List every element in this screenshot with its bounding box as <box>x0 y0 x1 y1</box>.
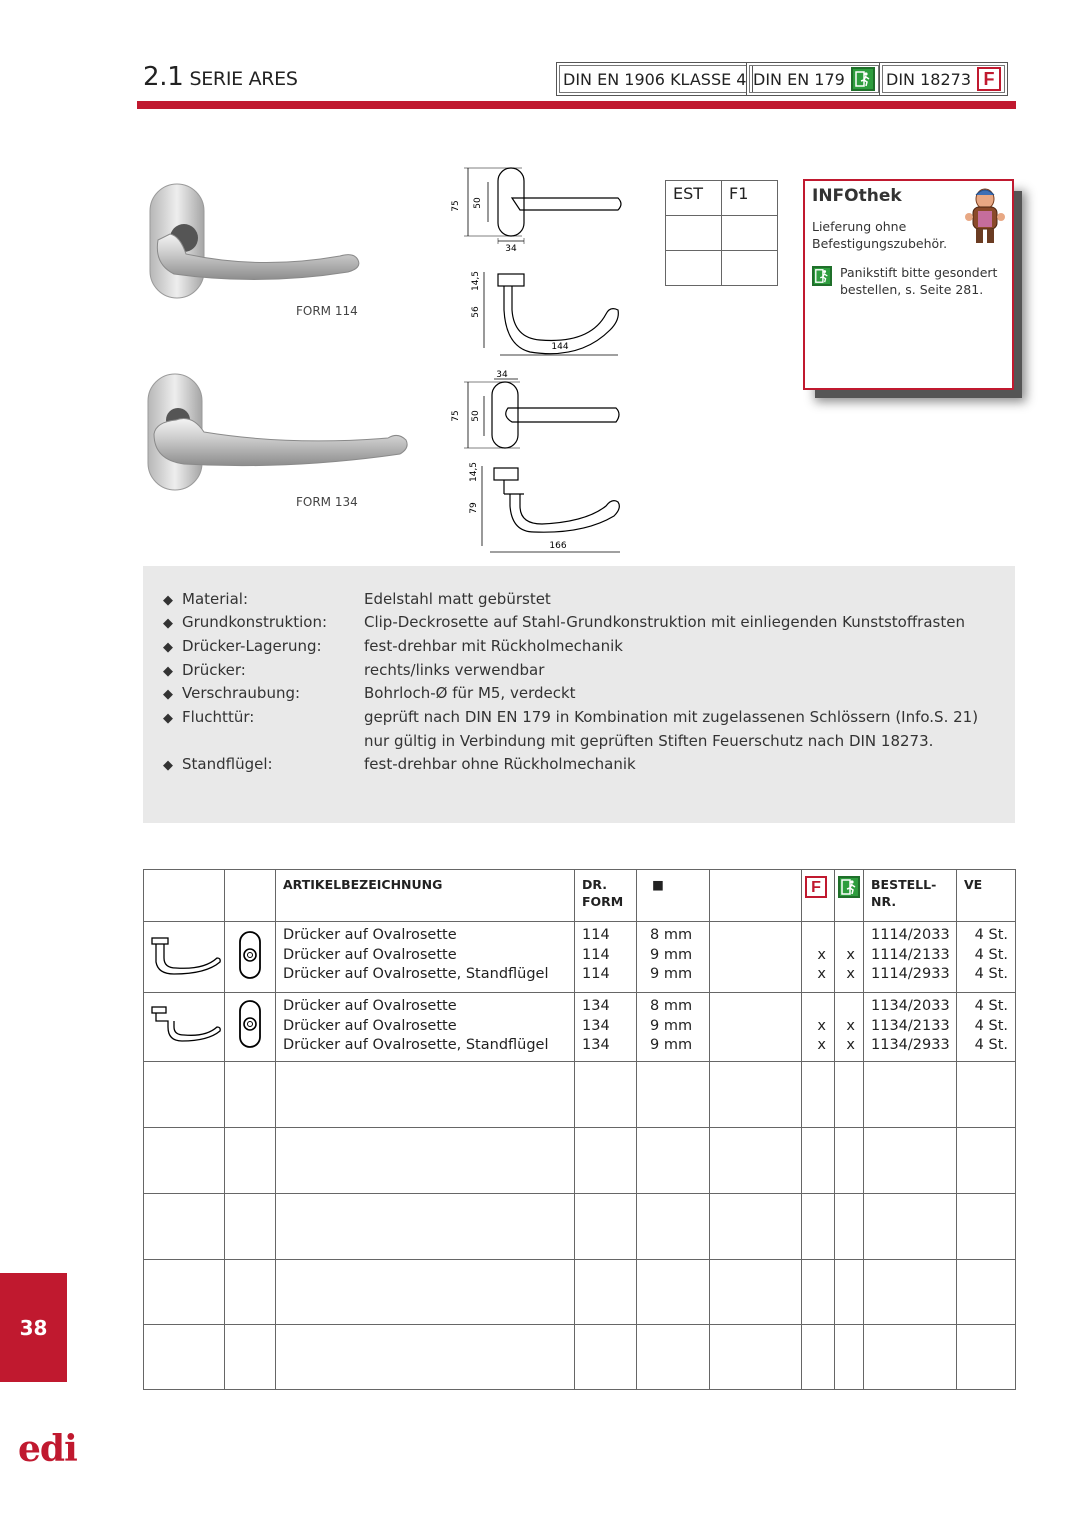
header-fire <box>802 870 835 922</box>
article-square: 8 mm <box>650 927 693 943</box>
norm-badge-label: DIN 18273 <box>886 69 971 89</box>
article-square: 9 mm <box>650 966 693 982</box>
norm-badge-en179 <box>746 62 882 96</box>
article-name: Drücker auf Ovalrosette, Standflügel <box>283 966 549 982</box>
infothek-text: Lieferung ohne Befestigungszubehör. <box>812 219 948 251</box>
form-label: FORM 134 <box>296 495 358 509</box>
infothek-box <box>803 179 1014 390</box>
square-icon: ■ <box>652 877 664 892</box>
spec-value: Clip-Deckrosette auf Stahl-Grundkonstruktion mit einliegenden Kunststoffrasten <box>364 613 965 631</box>
article-form: 134 <box>582 1037 610 1053</box>
technical-drawing-form-134 <box>450 368 640 558</box>
header-empty <box>710 870 802 922</box>
article-square: 9 mm <box>650 1037 693 1053</box>
bullet-icon: ◆ <box>163 711 173 726</box>
section-title: SERIE ARES <box>189 68 298 90</box>
dim-width: 34 <box>496 370 508 380</box>
empty-table-row <box>144 1128 1016 1194</box>
rose-sketch-cell <box>225 993 276 1062</box>
article-fire <box>802 922 835 993</box>
oval-rose-icon <box>238 999 262 1049</box>
dim-rose: 14,5 <box>471 270 481 292</box>
bullet-icon: ◆ <box>163 616 173 631</box>
header-rose <box>225 870 276 922</box>
norm-badge-en1906 <box>556 62 753 96</box>
header-image <box>144 870 225 922</box>
infothek-title: INFOthek <box>812 186 902 206</box>
oval-rose-icon <box>238 930 262 980</box>
spec-row <box>143 661 1015 683</box>
norm-badge-din18273 <box>879 62 1008 96</box>
article-names <box>276 922 575 993</box>
article-exit <box>835 993 864 1062</box>
article-fire <box>802 993 835 1062</box>
order-number: 1134/2033 <box>871 998 950 1014</box>
section-number: 2.1 <box>143 62 184 92</box>
spec-row <box>143 708 1015 730</box>
spec-row <box>143 684 1015 706</box>
article-orders <box>864 993 957 1062</box>
spec-value: geprüft nach DIN EN 179 in Kombination mit zugelassenen Schlössern (Info.S. 21) <box>364 708 979 726</box>
empty-table-row <box>144 1062 1016 1128</box>
article-form: 114 <box>582 927 610 943</box>
article-square: 8 mm <box>650 998 693 1014</box>
page-number: 38 <box>0 1273 67 1382</box>
handle-photo-form-134 <box>140 370 420 495</box>
exit-mark <box>842 926 855 946</box>
header-order <box>864 870 957 922</box>
spec-value: Edelstahl matt gebürstet <box>364 590 551 608</box>
spec-key: Verschraubung: <box>182 684 301 702</box>
exit-mark: x <box>846 946 855 963</box>
mascot-icon <box>964 187 1006 245</box>
article-square: 9 mm <box>650 946 693 963</box>
dim-width: 34 <box>505 244 517 254</box>
article-name: Drücker auf Ovalrosette, Standflügel <box>283 1037 549 1053</box>
fire-mark: x <box>817 1037 826 1053</box>
spec-row <box>143 637 1015 659</box>
est-cell <box>666 216 722 251</box>
spec-key: Material: <box>182 590 248 608</box>
handle-sketch-cell <box>144 993 225 1062</box>
fire-mark: x <box>817 1017 826 1034</box>
ve-value: 4 St. <box>974 998 1008 1014</box>
fire-protection-icon: F <box>805 876 827 898</box>
article-names <box>276 993 575 1062</box>
bullet-icon: ◆ <box>163 758 173 773</box>
dim-rose: 14,5 <box>469 461 479 483</box>
emergency-exit-icon <box>851 67 875 91</box>
article-form: 114 <box>582 946 610 963</box>
order-number: 1114/2933 <box>871 966 950 982</box>
fire-mark <box>809 997 826 1017</box>
table-header-row <box>144 870 1016 922</box>
est-cell <box>666 251 722 286</box>
dim-height-outer: 75 <box>451 200 461 212</box>
header-name-label: ARTIKELBEZEICHNUNG <box>283 877 443 892</box>
spec-row <box>143 755 1015 777</box>
spec-value: rechts/links verwendbar <box>364 661 545 679</box>
ve-value: 4 St. <box>974 927 1008 943</box>
spec-row <box>143 613 1015 635</box>
header-name <box>276 870 575 922</box>
ve-value: 4 St. <box>974 966 1008 982</box>
spec-row <box>143 732 1015 754</box>
infothek-note-row <box>812 264 1005 298</box>
spec-key: Grundkonstruktion: <box>182 613 328 631</box>
header-order-line1: BESTELL- <box>871 877 937 892</box>
est-f1-table <box>665 180 778 286</box>
brand-logo: edi <box>18 1428 77 1470</box>
exit-mark: x <box>846 1017 855 1034</box>
header-order-line2: NR. <box>871 894 897 909</box>
article-name: Drücker auf Ovalrosette <box>283 946 457 963</box>
handle-photo-form-114 <box>140 178 370 303</box>
dim-length: 144 <box>551 342 569 352</box>
bullet-icon: ◆ <box>163 664 173 679</box>
fire-mark <box>809 926 826 946</box>
handle-sketch-cell <box>144 922 225 993</box>
f1-cell <box>722 251 778 286</box>
article-name: Drücker auf Ovalrosette <box>283 998 457 1014</box>
empty-table-row <box>144 1194 1016 1260</box>
spec-value: Bohrloch-Ø für M5, verdeckt <box>364 684 576 702</box>
est-header: EST <box>666 181 722 216</box>
emergency-exit-icon <box>812 266 832 286</box>
header-ve-label: VE <box>964 877 983 892</box>
bullet-icon: ◆ <box>163 640 173 655</box>
article-ve <box>957 922 1016 993</box>
norm-badge-label: DIN EN 1906 KLASSE 4 <box>563 69 747 89</box>
spec-key: Drücker: <box>182 661 246 679</box>
dim-length: 166 <box>549 541 567 551</box>
article-form: 134 <box>582 998 610 1014</box>
header-ve <box>957 870 1016 922</box>
article-forms <box>575 993 637 1062</box>
table-row <box>144 922 1016 993</box>
spec-value: fest-drehbar ohne Rückholmechanik <box>364 755 636 773</box>
header-form <box>575 870 637 922</box>
emergency-exit-icon <box>838 876 860 898</box>
bullet-icon: ◆ <box>163 687 173 702</box>
exit-mark: x <box>846 966 855 982</box>
dim-height: 56 <box>471 306 481 318</box>
spec-value: fest-drehbar mit Rückholmechanik <box>364 637 623 655</box>
exit-mark: x <box>846 1037 855 1053</box>
order-number: 1114/2133 <box>871 946 950 963</box>
article-name: Drücker auf Ovalrosette <box>283 927 457 943</box>
dim-height-inner: 50 <box>473 197 483 209</box>
article-orders <box>864 922 957 993</box>
f1-cell <box>722 216 778 251</box>
spec-key: Fluchttür: <box>182 708 255 726</box>
header-form-line2: FORM <box>582 894 624 909</box>
dim-height-outer: 75 <box>451 410 461 422</box>
empty-table-row <box>144 1260 1016 1325</box>
article-square: 9 mm <box>650 1017 693 1034</box>
order-number: 1134/2933 <box>871 1037 950 1053</box>
article-name: Drücker auf Ovalrosette <box>283 1017 457 1034</box>
technical-drawing-form-114 <box>450 160 630 365</box>
f1-header: F1 <box>722 181 778 216</box>
article-squares <box>637 993 710 1062</box>
ve-value: 4 St. <box>974 946 1008 963</box>
rose-sketch-cell <box>225 922 276 993</box>
article-form: 114 <box>582 966 610 982</box>
exit-mark <box>842 997 855 1017</box>
dim-height: 79 <box>469 502 479 514</box>
handle-sketch-icon <box>146 999 222 1051</box>
fire-mark: x <box>817 946 826 963</box>
spec-key: Standflügel: <box>182 755 273 773</box>
spec-key: Drücker-Lagerung: <box>182 637 322 655</box>
article-ve <box>957 993 1016 1062</box>
handle-sketch-icon <box>146 928 222 980</box>
fire-mark: x <box>817 966 826 982</box>
article-empty <box>710 922 802 993</box>
infothek-note: Panikstift bitte gesondert bestellen, s. Seite 281. <box>840 265 998 297</box>
order-number: 1114/2033 <box>871 927 950 943</box>
article-squares <box>637 922 710 993</box>
article-forms <box>575 922 637 993</box>
article-table <box>143 869 1016 1390</box>
spec-row <box>143 590 1015 612</box>
header-form-line1: DR. <box>582 877 607 892</box>
form-label: FORM 114 <box>296 304 358 318</box>
empty-table-row <box>144 1325 1016 1390</box>
spec-value: nur gültig in Verbindung mit geprüften Stiften Feuerschutz nach DIN 18273. <box>364 732 934 750</box>
article-form: 134 <box>582 1017 610 1034</box>
ve-value: 4 St. <box>974 1037 1008 1053</box>
header-rule <box>137 101 1016 109</box>
bullet-icon: ◆ <box>163 593 173 608</box>
order-number: 1134/2133 <box>871 1017 950 1034</box>
article-exit <box>835 922 864 993</box>
header-square <box>637 870 710 922</box>
norm-badge-label: DIN EN 179 <box>753 69 845 89</box>
dim-height-inner: 50 <box>471 410 481 422</box>
table-row <box>144 993 1016 1062</box>
page-title <box>143 62 298 92</box>
ve-value: 4 St. <box>974 1017 1008 1034</box>
header-exit <box>835 870 864 922</box>
spec-box <box>143 566 1015 823</box>
fire-protection-icon: F <box>977 67 1001 91</box>
article-empty <box>710 993 802 1062</box>
